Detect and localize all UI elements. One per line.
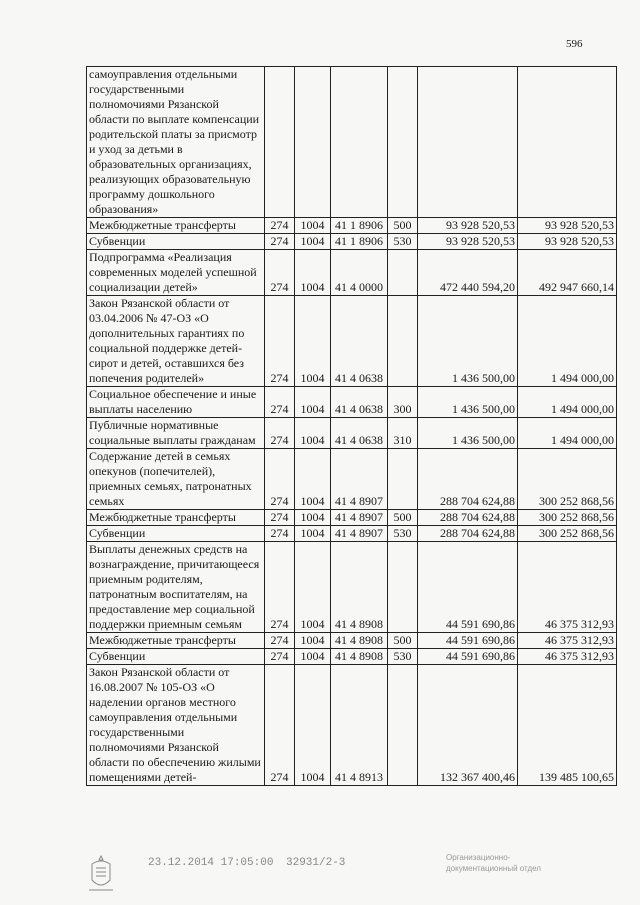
row-year2-amount-cell: 300 252 868,56 — [518, 510, 617, 526]
row-name-cell: Подпрограмма «Реализация современных моделей успешной социализации детей» — [87, 250, 265, 296]
row-name-cell: Публичные нормативные социальные выплаты гражданам — [87, 418, 265, 449]
row-year2-amount-cell: 46 375 312,93 — [518, 542, 617, 633]
row-year2-amount-cell: 139 485 100,65 — [518, 665, 617, 786]
row-section-cell: 1004 — [295, 526, 331, 542]
row-year1-amount-cell: 288 704 624,88 — [418, 526, 518, 542]
row-name-cell: Содержание детей в семьях опекунов (попечителей), приемных семьях, патронатных семьях — [87, 449, 265, 510]
row-year2-amount-cell: 93 928 520,53 — [518, 234, 617, 250]
table-row — [87, 218, 617, 234]
row-ved-cell: 274 — [265, 649, 295, 665]
row-article-cell: 41 4 8908 — [331, 633, 388, 649]
row-year2-amount-cell: 46 375 312,93 — [518, 633, 617, 649]
row-type-cell — [388, 250, 418, 296]
row-section-cell: 1004 — [295, 649, 331, 665]
row-name-cell: Субвенции — [87, 526, 265, 542]
row-year1-amount-cell: 472 440 594,20 — [418, 250, 518, 296]
row-ved-cell: 274 — [265, 218, 295, 234]
row-section-cell: 1004 — [295, 250, 331, 296]
row-name-cell: Межбюджетные трансферты — [87, 510, 265, 526]
row-section-cell: 1004 — [295, 449, 331, 510]
row-ved-cell: 274 — [265, 234, 295, 250]
row-name-cell: Субвенции — [87, 234, 265, 250]
row-article-cell — [331, 67, 388, 218]
footer-stamp — [446, 852, 541, 874]
table-row — [87, 418, 617, 449]
row-year1-amount-cell: 44 591 690,86 — [418, 649, 518, 665]
row-type-cell — [388, 296, 418, 387]
row-ved-cell: 274 — [265, 665, 295, 786]
footer-stamp-line2: документационный отдел — [446, 864, 541, 873]
row-name-cell: Социальное обеспечение и иные выплаты населению — [87, 387, 265, 418]
row-year2-amount-cell: 46 375 312,93 — [518, 649, 617, 665]
row-year2-amount-cell: 300 252 868,56 — [518, 526, 617, 542]
table-row — [87, 67, 617, 218]
page-number: 596 — [566, 38, 583, 50]
row-year2-amount-cell: 93 928 520,53 — [518, 218, 617, 234]
row-section-cell: 1004 — [295, 296, 331, 387]
footer-doc-code: 32931/2-3 — [286, 857, 346, 869]
row-article-cell: 41 4 0638 — [331, 296, 388, 387]
row-year2-amount-cell: 492 947 660,14 — [518, 250, 617, 296]
row-year1-amount-cell: 93 928 520,53 — [418, 234, 518, 250]
row-year2-amount-cell — [518, 67, 617, 218]
row-article-cell: 41 1 8906 — [331, 234, 388, 250]
row-ved-cell — [265, 67, 295, 218]
row-article-cell: 41 4 8907 — [331, 510, 388, 526]
row-section-cell — [295, 67, 331, 218]
footer-datetime: 23.12.2014 17:05:00 — [148, 857, 274, 869]
table-row — [87, 296, 617, 387]
row-year1-amount-cell: 44 591 690,86 — [418, 542, 518, 633]
row-section-cell: 1004 — [295, 510, 331, 526]
table-row — [87, 665, 617, 786]
row-section-cell: 1004 — [295, 234, 331, 250]
row-type-cell: 310 — [388, 418, 418, 449]
row-name-cell: Межбюджетные трансферты — [87, 218, 265, 234]
row-name-cell: самоуправления отдельными государственными полномочиями Рязанской области по выплате компенсации родительской платы за присмотр и уход за детьми в образовательных организациях, реализующих образовательную программу дошкольного образования» — [87, 67, 265, 218]
row-ved-cell: 274 — [265, 418, 295, 449]
row-year2-amount-cell: 1 494 000,00 — [518, 387, 617, 418]
row-type-cell: 530 — [388, 234, 418, 250]
row-article-cell: 41 4 0638 — [331, 418, 388, 449]
row-ved-cell: 274 — [265, 387, 295, 418]
row-year1-amount-cell: 1 436 500,00 — [418, 387, 518, 418]
table-row — [87, 649, 617, 665]
row-year1-amount-cell: 1 436 500,00 — [418, 418, 518, 449]
row-ved-cell: 274 — [265, 542, 295, 633]
row-ved-cell: 274 — [265, 449, 295, 510]
table-row — [87, 542, 617, 633]
row-section-cell: 1004 — [295, 387, 331, 418]
row-section-cell: 1004 — [295, 633, 331, 649]
budget-table — [86, 66, 617, 786]
row-ved-cell: 274 — [265, 633, 295, 649]
row-type-cell — [388, 665, 418, 786]
row-year1-amount-cell: 44 591 690,86 — [418, 633, 518, 649]
row-article-cell: 41 4 0638 — [331, 387, 388, 418]
row-type-cell: 300 — [388, 387, 418, 418]
row-name-cell: Закон Рязанской области от 03.04.2006 № 47-ОЗ «О дополнительных гарантиях по социальной поддержке детей-сирот и детей, оставшихся без попечения родителей» — [87, 296, 265, 387]
row-year2-amount-cell: 300 252 868,56 — [518, 449, 617, 510]
row-ved-cell: 274 — [265, 510, 295, 526]
row-year1-amount-cell: 93 928 520,53 — [418, 218, 518, 234]
table-row — [87, 449, 617, 510]
row-article-cell: 41 4 8913 — [331, 665, 388, 786]
row-ved-cell: 274 — [265, 526, 295, 542]
row-year1-amount-cell — [418, 67, 518, 218]
footer-stamp-line1: Организационно- — [446, 853, 511, 862]
row-year2-amount-cell: 1 494 000,00 — [518, 296, 617, 387]
row-type-cell: 500 — [388, 218, 418, 234]
row-ved-cell: 274 — [265, 250, 295, 296]
row-ved-cell: 274 — [265, 296, 295, 387]
row-article-cell: 41 1 8906 — [331, 218, 388, 234]
row-type-cell — [388, 67, 418, 218]
row-article-cell: 41 4 0000 — [331, 250, 388, 296]
row-type-cell — [388, 449, 418, 510]
coat-of-arms-icon — [86, 854, 116, 894]
row-type-cell — [388, 542, 418, 633]
row-article-cell: 41 4 8908 — [331, 649, 388, 665]
table-row — [87, 526, 617, 542]
row-type-cell: 530 — [388, 649, 418, 665]
table-row — [87, 234, 617, 250]
row-article-cell: 41 4 8908 — [331, 542, 388, 633]
row-article-cell: 41 4 8907 — [331, 449, 388, 510]
row-section-cell: 1004 — [295, 218, 331, 234]
row-section-cell: 1004 — [295, 418, 331, 449]
row-name-cell: Закон Рязанской области от 16.08.2007 № 105-ОЗ «О наделении органов местного самоуправления отдельными государственными полномочиями Рязанской области по обеспечению жилыми помещениями детей- — [87, 665, 265, 786]
row-name-cell: Выплаты денежных средств на вознаграждение, причитающееся приемным родителям, патронатным воспитателям, на предоставление мер социальной поддержки приемным семьям — [87, 542, 265, 633]
row-type-cell: 500 — [388, 633, 418, 649]
table-row — [87, 250, 617, 296]
row-year2-amount-cell: 1 494 000,00 — [518, 418, 617, 449]
row-year1-amount-cell: 1 436 500,00 — [418, 296, 518, 387]
row-year1-amount-cell: 288 704 624,88 — [418, 510, 518, 526]
table-row — [87, 633, 617, 649]
row-article-cell: 41 4 8907 — [331, 526, 388, 542]
table-row — [87, 387, 617, 418]
row-year1-amount-cell: 288 704 624,88 — [418, 449, 518, 510]
row-section-cell: 1004 — [295, 542, 331, 633]
table-row — [87, 510, 617, 526]
row-type-cell: 500 — [388, 510, 418, 526]
row-name-cell: Субвенции — [87, 649, 265, 665]
row-section-cell: 1004 — [295, 665, 331, 786]
row-year1-amount-cell: 132 367 400,46 — [418, 665, 518, 786]
row-type-cell: 530 — [388, 526, 418, 542]
row-name-cell: Межбюджетные трансферты — [87, 633, 265, 649]
